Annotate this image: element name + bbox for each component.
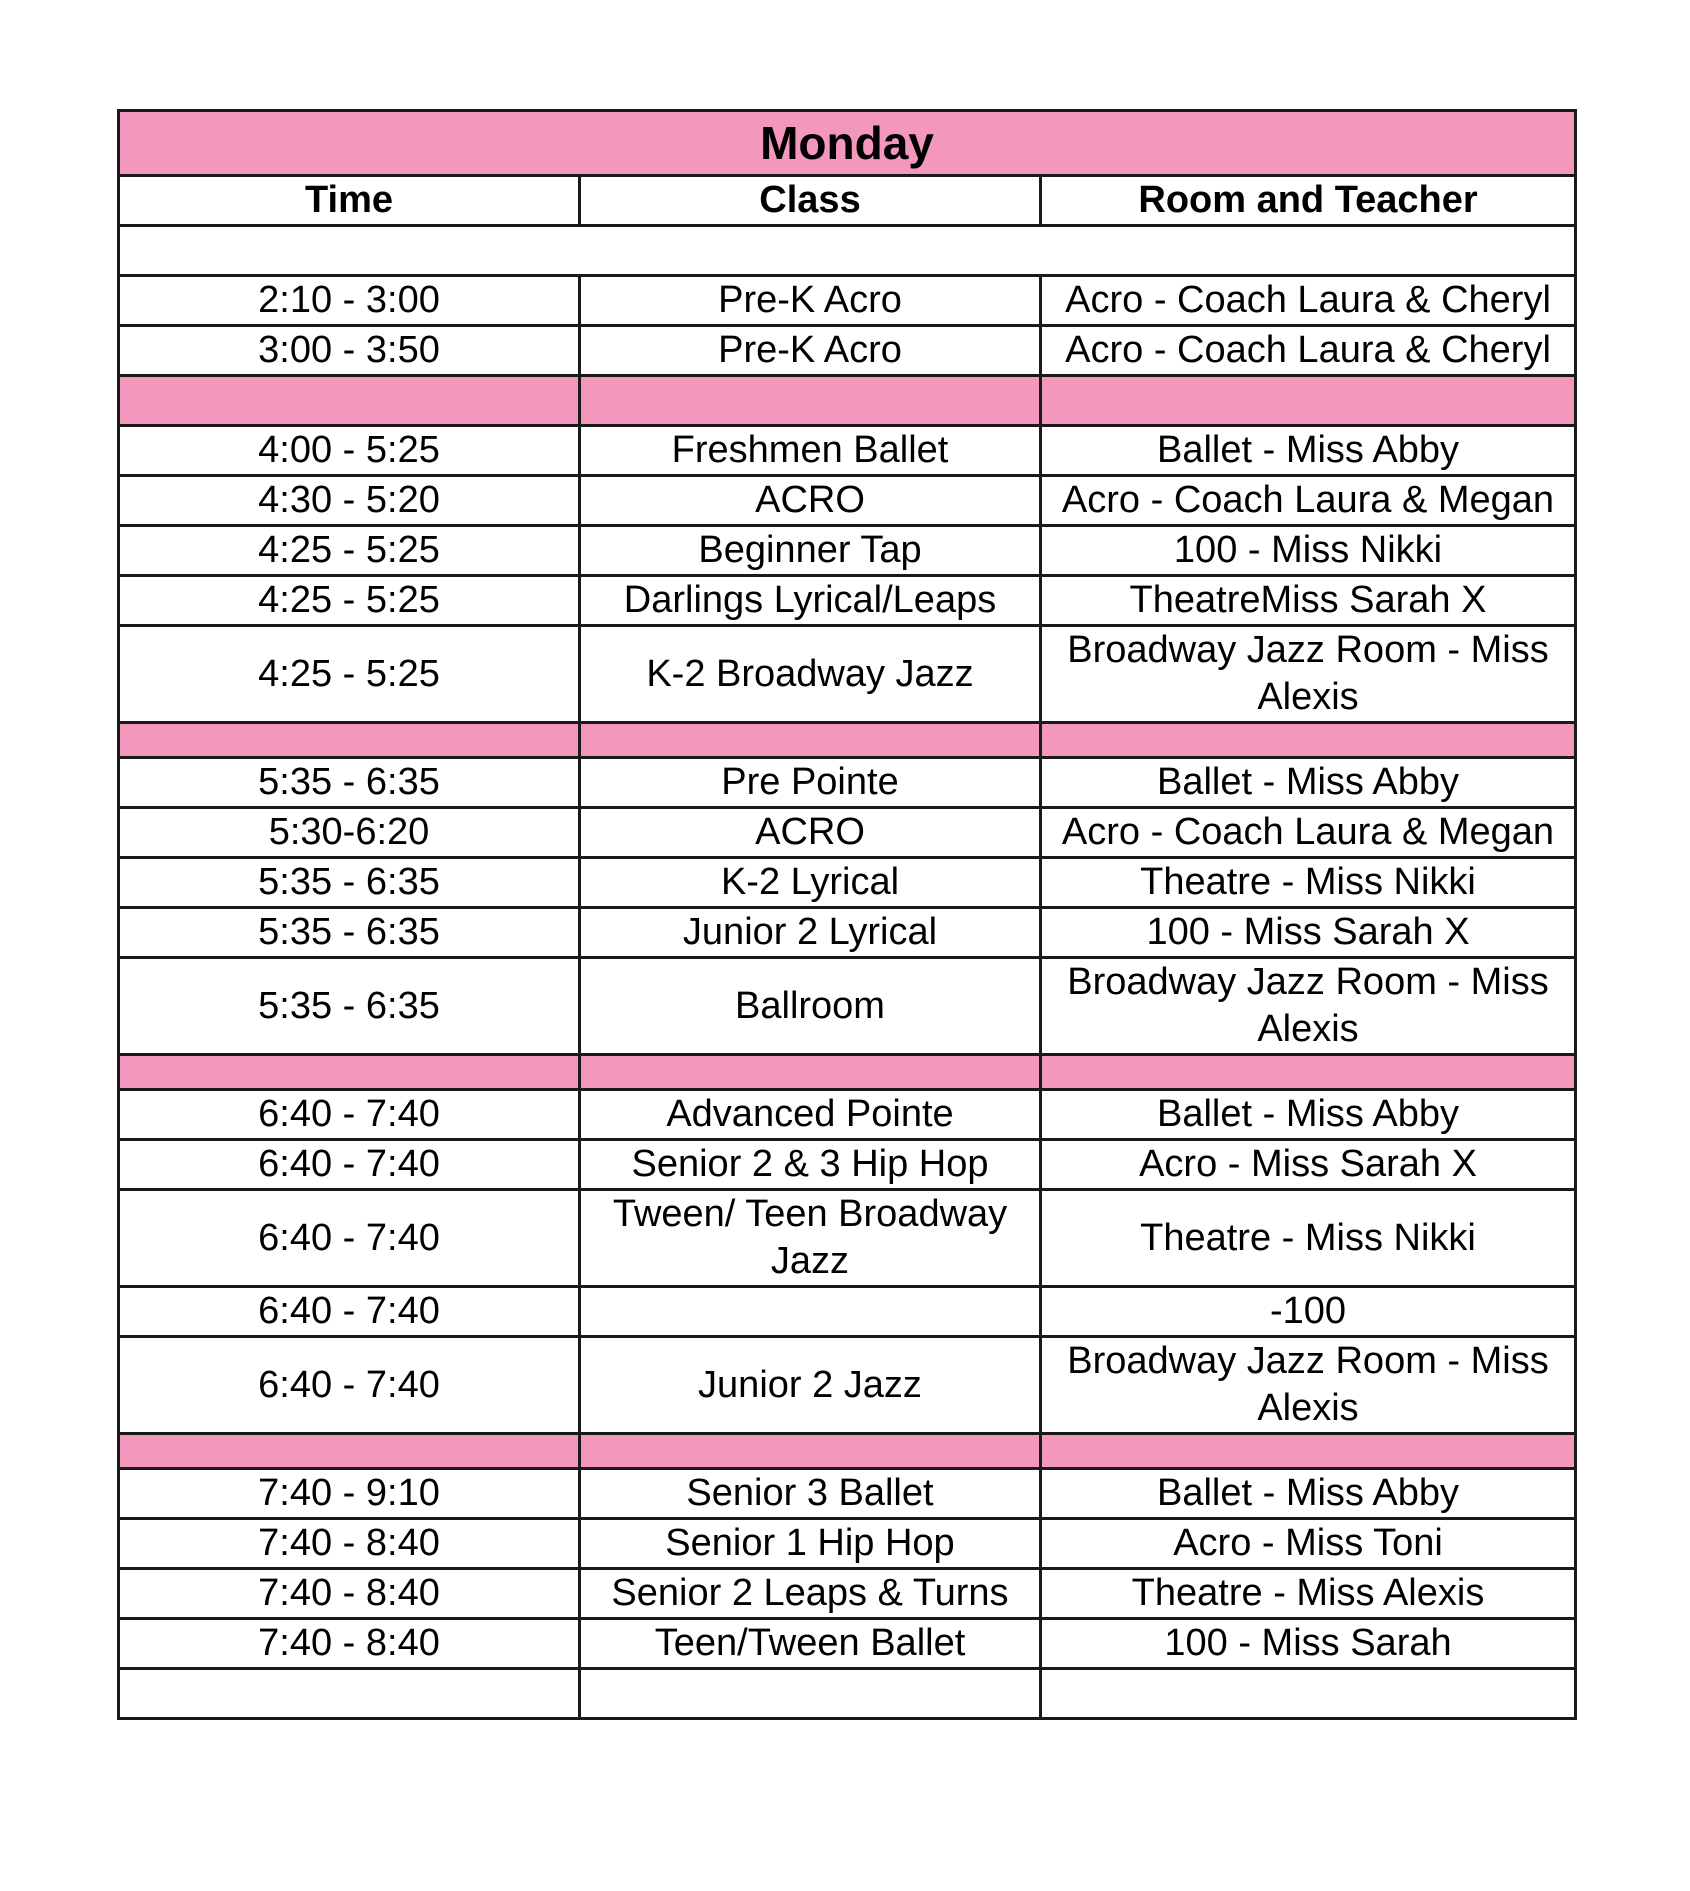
schedule-table	[117, 109, 1577, 1720]
separator-cell	[1041, 376, 1576, 426]
time-cell: 7:40 - 9:10	[119, 1469, 580, 1519]
time-cell: 7:40 - 8:40	[119, 1619, 580, 1669]
room-cell: Ballet - Miss Abby	[1041, 758, 1576, 808]
time-cell: 7:40 - 8:40	[119, 1569, 580, 1619]
class-cell: Senior 1 Hip Hop	[580, 1519, 1041, 1569]
room-cell: Ballet - Miss Abby	[1041, 1090, 1576, 1140]
time-cell: 6:40 - 7:40	[119, 1287, 580, 1337]
separator-cell	[580, 723, 1041, 758]
separator-cell	[1041, 723, 1576, 758]
time-cell: 3:00 - 3:50	[119, 326, 580, 376]
separator-cell	[1041, 1434, 1576, 1469]
room-cell: 100 - Miss Sarah	[1041, 1619, 1576, 1669]
separator-row	[119, 376, 1576, 426]
room-cell: Broadway Jazz Room - Miss Alexis	[1041, 1337, 1576, 1434]
class-cell: Teen/Tween Ballet	[580, 1619, 1041, 1669]
column-header-row	[119, 176, 1576, 226]
class-cell: Pre Pointe	[580, 758, 1041, 808]
time-cell: 4:00 - 5:25	[119, 426, 580, 476]
column-header-time: Time	[119, 176, 580, 226]
room-cell: Ballet - Miss Abby	[1041, 426, 1576, 476]
table-row	[119, 1569, 1576, 1619]
class-cell	[580, 1287, 1041, 1337]
room-cell: Theatre - Miss Alexis	[1041, 1569, 1576, 1619]
table-row	[119, 1519, 1576, 1569]
class-cell: Advanced Pointe	[580, 1090, 1041, 1140]
room-cell: TheatreMiss Sarah X	[1041, 576, 1576, 626]
table-row	[119, 426, 1576, 476]
separator-cell	[119, 1055, 580, 1090]
separator-row	[119, 1055, 1576, 1090]
table-row	[119, 1337, 1576, 1434]
room-cell: Acro - Coach Laura & Cheryl	[1041, 326, 1576, 376]
separator-cell	[1041, 1055, 1576, 1090]
class-cell: Tween/ Teen Broadway Jazz	[580, 1190, 1041, 1287]
room-cell: -100	[1041, 1287, 1576, 1337]
table-row	[119, 808, 1576, 858]
time-cell: 5:35 - 6:35	[119, 758, 580, 808]
table-row	[119, 1190, 1576, 1287]
time-cell: 6:40 - 7:40	[119, 1090, 580, 1140]
class-cell: Pre-K Acro	[580, 326, 1041, 376]
class-cell: Beginner Tap	[580, 526, 1041, 576]
time-cell: 4:30 - 5:20	[119, 476, 580, 526]
table-row	[119, 758, 1576, 808]
table-row	[119, 626, 1576, 723]
class-cell: Darlings Lyrical/Leaps	[580, 576, 1041, 626]
class-cell: Senior 2 & 3 Hip Hop	[580, 1140, 1041, 1190]
table-row	[119, 1287, 1576, 1337]
blank-cell	[119, 1669, 580, 1719]
room-cell: Acro - Miss Toni	[1041, 1519, 1576, 1569]
time-cell: 6:40 - 7:40	[119, 1190, 580, 1287]
class-cell: Freshmen Ballet	[580, 426, 1041, 476]
room-cell: Acro - Coach Laura & Cheryl	[1041, 276, 1576, 326]
separator-cell	[580, 1434, 1041, 1469]
class-cell: ACRO	[580, 476, 1041, 526]
table-row	[119, 1619, 1576, 1669]
class-cell: Junior 2 Lyrical	[580, 908, 1041, 958]
room-cell: Acro - Coach Laura & Megan	[1041, 476, 1576, 526]
day-title: Monday	[119, 111, 1576, 176]
class-cell: K-2 Broadway Jazz	[580, 626, 1041, 723]
room-cell: 100 - Miss Sarah X	[1041, 908, 1576, 958]
day-header-row	[119, 111, 1576, 176]
room-cell: 100 - Miss Nikki	[1041, 526, 1576, 576]
time-cell: 6:40 - 7:40	[119, 1140, 580, 1190]
table-row	[119, 476, 1576, 526]
schedule-body	[119, 226, 1576, 1719]
time-cell: 6:40 - 7:40	[119, 1337, 580, 1434]
room-cell: Acro - Coach Laura & Megan	[1041, 808, 1576, 858]
class-cell: Senior 2 Leaps & Turns	[580, 1569, 1041, 1619]
table-row	[119, 858, 1576, 908]
blank-cell	[119, 226, 1576, 276]
table-row	[119, 1140, 1576, 1190]
blank-cell	[580, 1669, 1041, 1719]
class-cell: Junior 2 Jazz	[580, 1337, 1041, 1434]
class-cell: Ballroom	[580, 958, 1041, 1055]
table-row	[119, 326, 1576, 376]
table-row	[119, 526, 1576, 576]
separator-cell	[580, 1055, 1041, 1090]
time-cell: 4:25 - 5:25	[119, 626, 580, 723]
room-cell: Broadway Jazz Room - Miss Alexis	[1041, 626, 1576, 723]
separator-cell	[119, 1434, 580, 1469]
separator-row	[119, 1434, 1576, 1469]
blank-cell	[1041, 1669, 1576, 1719]
class-cell: ACRO	[580, 808, 1041, 858]
table-row	[119, 1090, 1576, 1140]
room-cell: Ballet - Miss Abby	[1041, 1469, 1576, 1519]
table-row	[119, 908, 1576, 958]
separator-row	[119, 723, 1576, 758]
time-cell: 4:25 - 5:25	[119, 526, 580, 576]
table-row	[119, 958, 1576, 1055]
table-row	[119, 1469, 1576, 1519]
separator-cell	[119, 376, 580, 426]
blank-row	[119, 226, 1576, 276]
room-cell: Broadway Jazz Room - Miss Alexis	[1041, 958, 1576, 1055]
class-cell: K-2 Lyrical	[580, 858, 1041, 908]
table-row	[119, 576, 1576, 626]
time-cell: 5:35 - 6:35	[119, 958, 580, 1055]
separator-cell	[580, 376, 1041, 426]
time-cell: 5:35 - 6:35	[119, 908, 580, 958]
room-cell: Theatre - Miss Nikki	[1041, 858, 1576, 908]
class-cell: Senior 3 Ballet	[580, 1469, 1041, 1519]
blank-row	[119, 1669, 1576, 1719]
time-cell: 5:35 - 6:35	[119, 858, 580, 908]
time-cell: 7:40 - 8:40	[119, 1519, 580, 1569]
table-row	[119, 276, 1576, 326]
column-header-class: Class	[580, 176, 1041, 226]
time-cell: 5:30-6:20	[119, 808, 580, 858]
time-cell: 2:10 - 3:00	[119, 276, 580, 326]
room-cell: Acro - Miss Sarah X	[1041, 1140, 1576, 1190]
room-cell: Theatre - Miss Nikki	[1041, 1190, 1576, 1287]
separator-cell	[119, 723, 580, 758]
class-cell: Pre-K Acro	[580, 276, 1041, 326]
column-header-room: Room and Teacher	[1041, 176, 1576, 226]
time-cell: 4:25 - 5:25	[119, 576, 580, 626]
